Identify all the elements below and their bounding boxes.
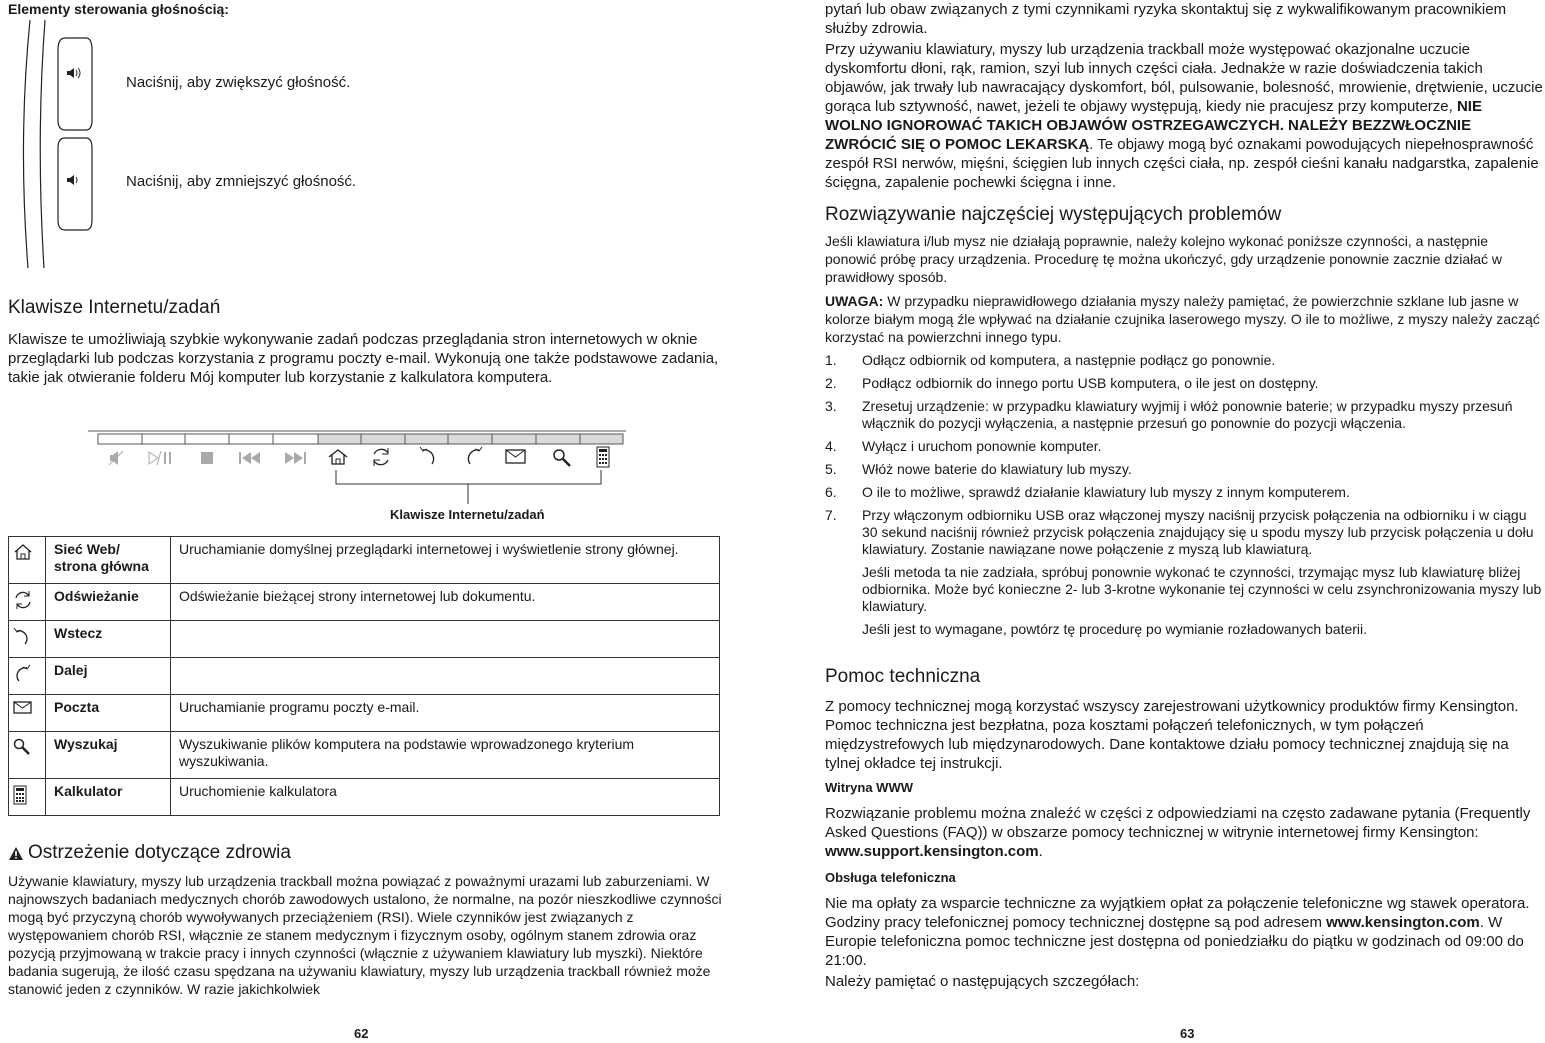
page-number-right: 63 [1180,1026,1195,1041]
volume-down-icon [66,174,80,186]
internet-paragraph: Klawisze te umożliwiają szybkie wykonywanie zadań podczas przeglądania stron internetowych w oknie przeglądarki lub podczas korzystania z programu poczty e-mail. Wykonują one także podstawowe zadania, takie jak otwieranie folderu Mój komputer lub korzystanie z kalkulatora komputera. [8,331,719,386]
step-text: Odłącz odbiornik od komputera, a następnie podłącz go ponownie. [862,352,1276,368]
closing-text: Należy pamiętać o następujących szczegółach: [825,973,1140,990]
table-icon-cell [9,779,46,816]
search-icon [13,738,41,756]
list-item [825,461,1545,478]
previous-icon [238,451,262,465]
step-text: Przy włączonym odbiorniku USB oraz włączonej myszy naciśnij przycisk połączenia na odbiorniku i w ciągu 30 sekund naciśnij również przycisk połączenia znajdujący się u spodu myszy lub przycisk połączenia u dołu klawiatury. Zostanie nawiązane nowe połączenie z myszą lub klawiaturą. [862,507,1534,557]
web-text-end: . [1038,843,1043,860]
forward-icon [464,446,484,466]
refresh-icon [13,590,41,610]
home-icon [13,543,41,561]
table-desc-cell: Uruchamianie domyślnej przeglądarki internetowej i wyświetlenie strony głównej. [171,537,720,584]
web-heading: Witryna WWW [825,780,913,795]
table-row [9,621,720,658]
step-number: 2. [825,375,837,391]
mute-icon [108,450,126,466]
step-number: 5. [825,461,837,477]
note-label: UWAGA: [825,293,884,309]
symptoms-text-end: . Te objawy mogą być oznakami powodujących niepełnosprawność zespół RSI nerwów, mięśni, ścięgien lub innych części ciała, np. zespół cieśni kanału nadgarstka, zapalenie ścięgna, zapalenie pochewki ścięgna i inne. [825,136,1539,191]
table-row [9,537,720,584]
table-desc-cell: Wyszukiwanie plików komputera na podstawie wprowadzonego kryterium wyszukiwania. [171,732,720,779]
keyboard-icons [108,446,618,470]
table-name-cell: Wyszukaj [46,732,171,779]
list-item [825,352,1545,369]
warning-icon [8,846,24,861]
note-text: W przypadku nieprawidłowego działania myszy należy pamiętać, że powierzchnie szklane lub jasne w kolorze białym mogą źle wpływać na działanie czujnika laserowego myszy. O ile to możliwe, z myszy należy zacząć korzystać na powierzchni innego typu. [825,293,1540,345]
table-desc-cell: Uruchamianie programu poczty e-mail. [171,695,720,732]
page-number-left: 62 [354,1026,369,1041]
list-item [825,438,1545,455]
step-number: 1. [825,352,837,368]
table-name-cell: Wstecz [46,621,171,658]
table-desc-cell [171,658,720,695]
list-item [825,375,1545,392]
table-row [9,584,720,621]
step-text: Wyłącz i uruchom ponownie komputer. [862,438,1102,454]
step-text: Włóż nowe baterie do klawiatury lub myszy. [862,461,1132,477]
symptoms-paragraph [825,40,1543,192]
symptoms-text: Przy używaniu klawiatury, myszy lub urządzenia trackball może występować okazjonalne uczucie dyskomfortu dłoni, rąk, ramion, szyi lub innych części ciała. Jednakże w razie doświadczenia takich objawów, jak trwały lub nawracający dyskomfort, ból, pulsowanie, bolesność, mrowienie, drętwienie, uczucie gorąca lub sztywność, nawet, jeżeli te objawy występują, kiedy nie pracujesz przy komputerze, [825,41,1543,115]
table-icon-cell [9,537,46,584]
play-pause-icon [148,450,176,466]
forward-icon [13,664,41,682]
table-desc-cell: Uruchomienie kalkulatora [171,779,720,816]
phone-paragraph [825,894,1540,970]
mail-icon [505,449,527,465]
stop-icon [200,451,214,465]
table-row [9,658,720,695]
internet-keys-table [8,536,720,816]
table-name-cell: Sieć Web/ strona główna [46,537,171,584]
health-heading: Ostrzeżenie dotyczące zdrowia [28,842,291,863]
kensington-url-link[interactable]: www.kensington.com [1326,914,1480,931]
troubleshooting-paragraph: Jeśli klawiatura i/lub mysz nie działają poprawnie, należy kolejno wykonać poniższe czynności, a następnie ponowić próbę pracy urządzenia. Procedurę tę można ukończyć, gdy urządzenie ponownie zacznie działać w prawidłowy sposób. [825,233,1503,285]
step-text: Zresetuj urządzenie: w przypadku klawiatury wyjmij i włóż ponownie baterie; w przypadku myszy przesuń włącznik do pozycji wyłączenia, a następnie przesuń go ponownie do pozycji włączenia. [862,398,1513,431]
step-number: 4. [825,438,837,454]
support-heading: Pomoc techniczna [825,666,981,687]
note-paragraph [825,292,1540,346]
back-icon [418,446,438,466]
table-name-cell: Odświeżanie [46,584,171,621]
troubleshooting-steps [825,352,1545,644]
web-text: Rozwiązanie problemu można znaleźć w części z odpowiedziami na często zadawane pytania (Frequently Asked Questions (FAQ)) w obszarze pomocy technicznej w witrynie internetowej firmy Kensington: [825,805,1531,841]
table-icon-cell [9,695,46,732]
step-text: Podłącz odbiornik do innego portu USB komputera, o ile jest on dostępny. [862,375,1319,391]
volume-up-icon [66,67,82,79]
volume-down-label: Naciśnij, aby zmniejszyć głośność. [126,173,357,190]
table-icon-cell [9,584,46,621]
volume-illustration [20,20,130,270]
table-desc-cell [171,621,720,658]
phone-heading: Obsługa telefoniczna [825,870,956,885]
volume-up-label: Naciśnij, aby zwiększyć głośność. [126,74,351,91]
table-icon-cell [9,658,46,695]
table-icon-cell [9,621,46,658]
calculator-icon [13,785,41,805]
table-name-cell: Poczta [46,695,171,732]
refresh-icon [370,446,392,468]
list-item [825,398,1545,432]
calculator-icon [596,446,610,468]
internet-heading: Klawisze Internetu/zadań [8,297,221,318]
phone-text: Nie ma opłaty za wsparcie techniczne za wyjątkiem opłat za połączenie telefoniczne wg stawek operatora. Godziny pracy telefonicznej pomocy technicznej dostępne są pod adresem [825,895,1530,931]
home-icon [327,448,349,466]
list-item [825,484,1545,501]
list-item [825,507,1545,558]
table-row [9,695,720,732]
symptoms-warning: NIE WOLNO IGNOROWAĆ TAKICH OBJAWÓW OSTRZEGAWCZYCH. NALEŻY BEZZWŁOCZNIE ZWRÓCIĆ SIĘ O POMOC LEKARSKĄ [825,98,1482,153]
step-number: 3. [825,398,837,414]
keyboard-caption: Klawisze Internetu/zadań [390,507,545,522]
table-row [9,779,720,816]
step-7-note-2: Jeśli jest to wymagane, powtórz tę procedurę po wymianie rozładowanych baterii. [862,621,1368,637]
next-icon [284,451,308,465]
table-row [9,732,720,779]
step-7-note: Jeśli metoda ta nie zadziała, spróbuj ponownie wykonać te czynności, trzymając mysz lub klawiaturę bliżej odbiornika. Może być konieczne 2- lub 3-krotne wykonanie tej czynności w celu zsynchronizowania myszy lub klawiatury. [862,564,1542,614]
table-icon-cell [9,732,46,779]
health-paragraph: Używanie klawiatury, myszy lub urządzenia trackball można powiązać z poważnymi urazami lub zaburzeniami. W najnowszych badaniach medycznych chorób zawodowych ustalono, że normalne, na pozór nieszkodliwe czynności mogą być przyczyną chorób wywoływanych przeciążeniem (RSI). Wiele czynników jest związanych z występowaniem chorób RSI, włącznie ze stanem medycznym i fizycznym osoby, ogólnym stanem zdrowia oraz pozycją przyjmowaną w trakcie pracy i innych czynności (włącznie z używaniem klawiatury lub myszki). Niektóre badania sugerują, że ilość czasu spędzana na używaniu klawiatury, myszy lub urządzenia trackball również może stanowić jeden z czynników. W razie jakichkolwiek [8,873,722,997]
health-paragraph-continued: pytań lub obaw związanych z tymi czynnikami ryzyka skontaktuj się z wykwalifikowanym pracownikiem służby zdrowia. [825,1,1507,37]
health-heading-row [8,841,291,865]
web-paragraph [825,804,1540,861]
step-text: O ile to możliwe, sprawdź działanie klawiatury lub myszy z innym komputerem. [862,484,1350,500]
troubleshooting-heading: Rozwiązywanie najczęściej występujących problemów [825,204,1282,225]
support-url-link[interactable]: www.support.kensington.com [825,843,1039,860]
step-number: 6. [825,484,837,500]
table-name-cell: Dalej [46,658,171,695]
back-icon [13,627,41,645]
step-number: 7. [825,507,837,523]
table-name-cell: Kalkulator [46,779,171,816]
search-icon [552,448,572,468]
mail-icon [13,701,41,715]
phone-text-end: . W Europie telefoniczna pomoc techniczne jest dostępna od poniedziałku do piątku w godzinach od 09:00 do 21:00. [825,914,1524,969]
volume-heading: Elementy sterowania głośnością: [8,1,229,17]
table-desc-cell: Odświeżanie bieżącej strony internetowej lub dokumentu. [171,584,720,621]
support-paragraph: Z pomocy technicznej mogą korzystać wszyscy zarejestrowani użytkownicy produktów firmy Kensington. Pomoc techniczna jest bezpłatna, poza kosztami połączeń telefonicznych, w tym połączeń międzystrefowych lub międzynarodowych. Dane kontaktowe działu pomocy technicznej znajdują się na tylnej okładce tej instrukcji. [825,698,1519,772]
